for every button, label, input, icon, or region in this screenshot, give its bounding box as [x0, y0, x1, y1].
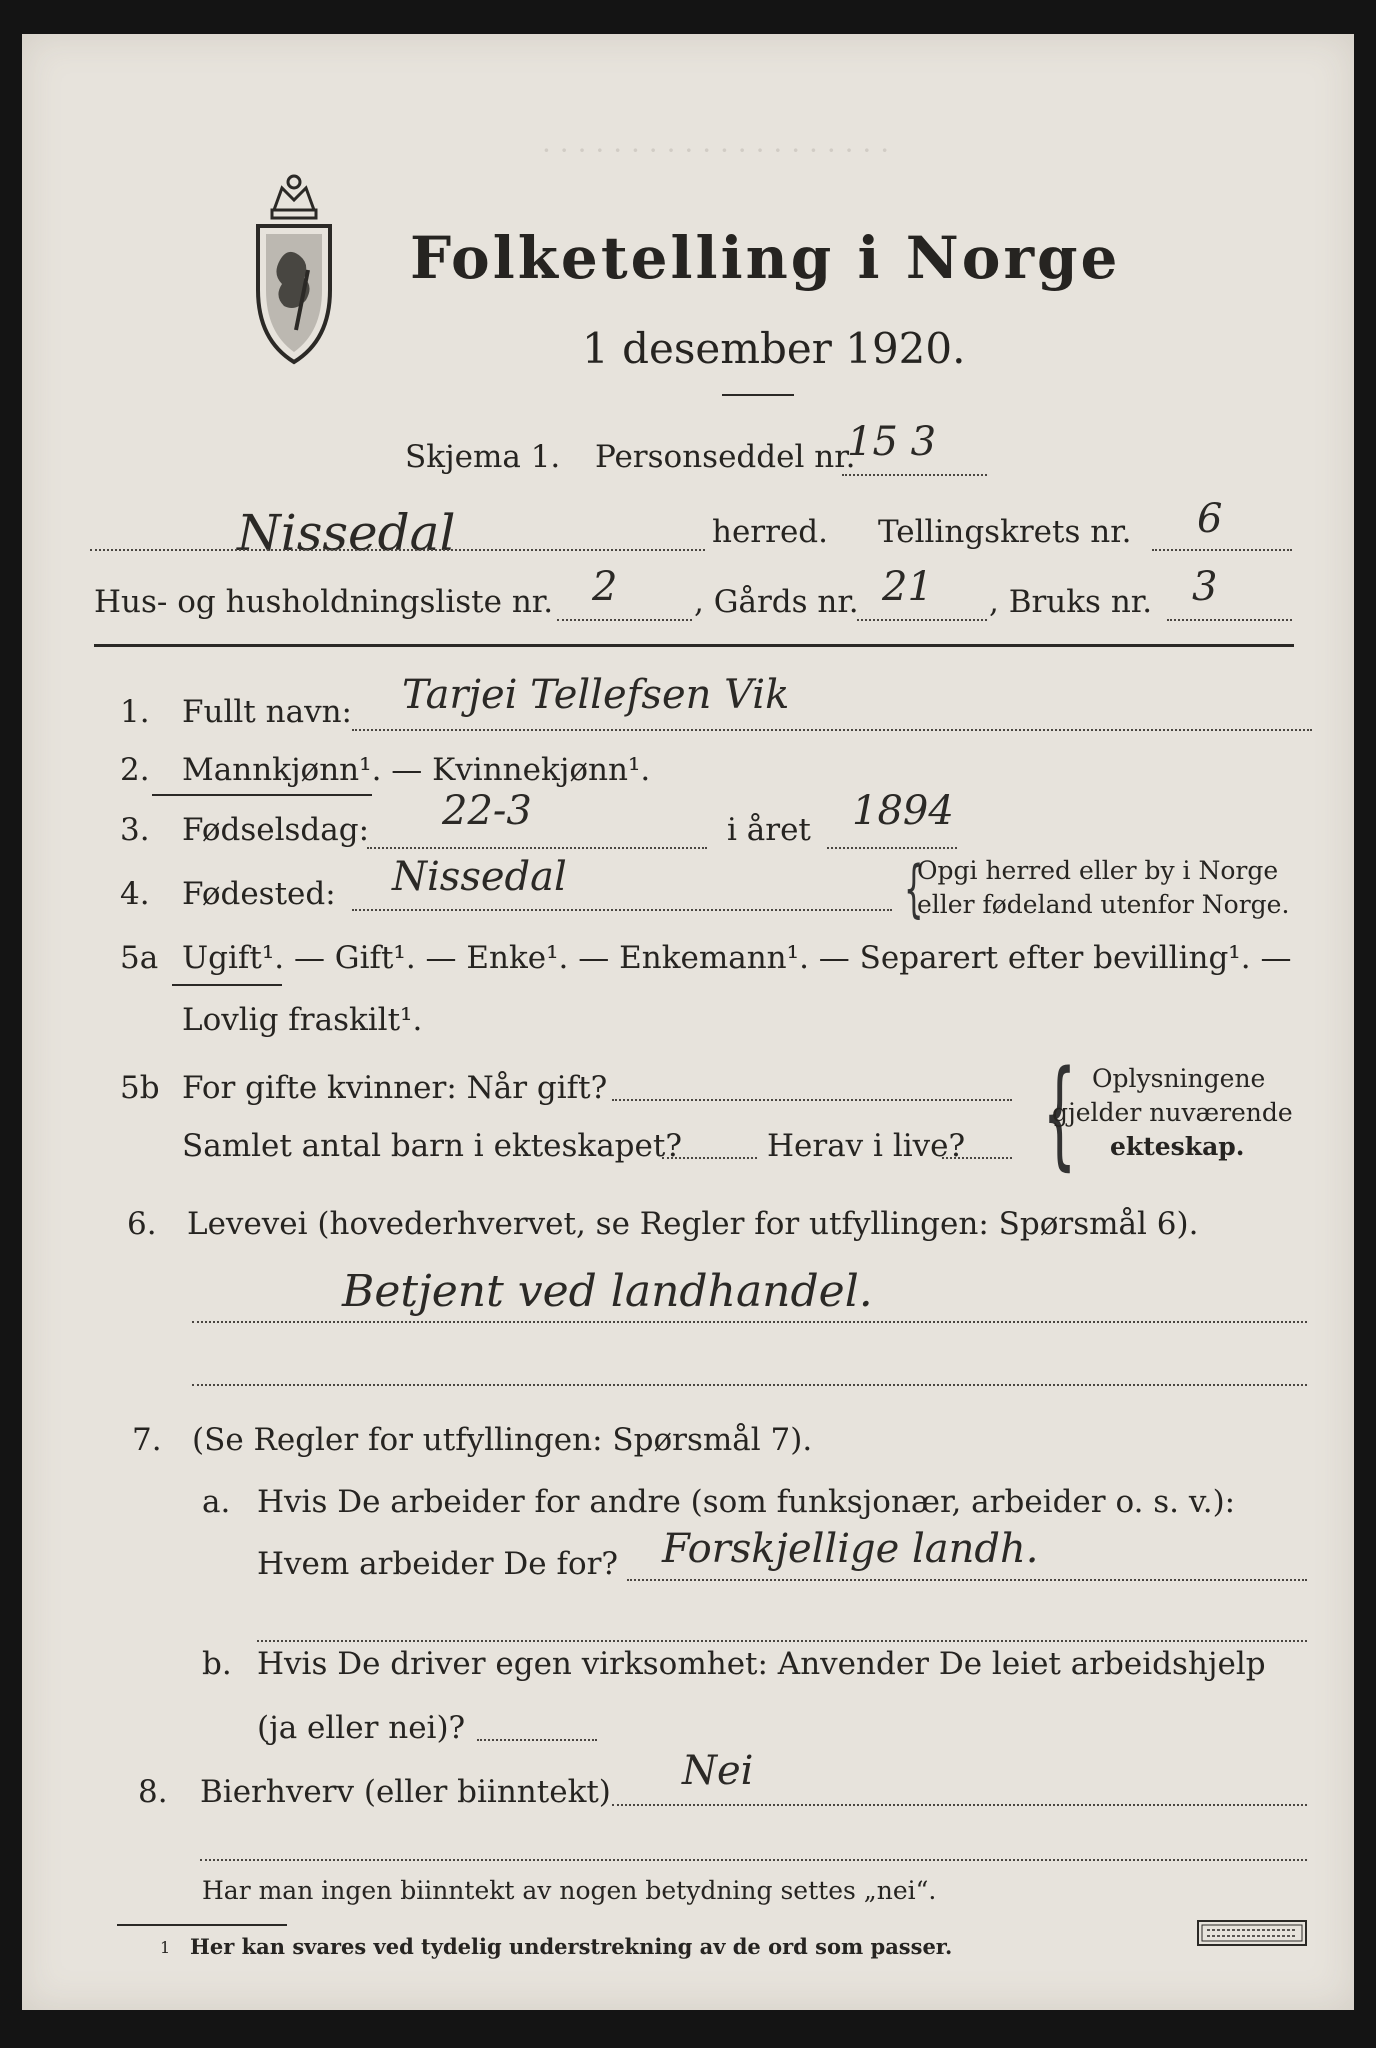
gards-label: , Gårds nr.: [694, 584, 859, 620]
q4-value: Nissedal: [392, 854, 567, 900]
q7-label: (Se Regler for utfyllingen: Spørsmål 7).: [192, 1422, 813, 1458]
q5b-note-line1: Oplysningene: [1092, 1064, 1266, 1093]
biinntekt-note: Har man ingen biinntekt av nogen betydning settes „nei“.: [202, 1876, 937, 1905]
q4-note-line2: eller fødeland utenfor Norge.: [917, 890, 1290, 919]
personseddel-label: Personseddel nr.: [595, 439, 856, 475]
herred-label: herred.: [712, 514, 828, 550]
footnote-mark: 1: [160, 1938, 171, 1957]
q5b-note-line3: ekteskap.: [1110, 1132, 1245, 1161]
bruks-label: , Bruks nr.: [989, 584, 1153, 620]
title-divider: [722, 394, 794, 396]
coat-of-arms-icon: [244, 170, 344, 370]
hus-label: Hus- og husholdningsliste nr.: [94, 584, 554, 620]
footnote-rule: [117, 1924, 287, 1926]
tellingskrets-value: 6: [1197, 496, 1223, 542]
q8-value: Nei: [682, 1748, 754, 1794]
bruks-value: 3: [1192, 564, 1218, 610]
q3-label: Fødselsdag:: [182, 812, 370, 848]
q4-label: Fødested:: [182, 876, 336, 912]
q6-value: Betjent ved landhandel.: [342, 1266, 873, 1317]
q2-underline: [152, 794, 372, 796]
q4-note-line1: Opgi herred eller by i Norge: [917, 856, 1279, 885]
footnote: Her kan svares ved tydelig understrekning av de ord som passer.: [190, 1934, 953, 1959]
q5b-note-line2: gjelder nuværende: [1052, 1098, 1293, 1127]
q1-label: Fullt navn:: [182, 694, 352, 730]
q7b-label2: (ja eller nei)?: [257, 1710, 466, 1746]
q1-value: Tarjei Tellefsen Vik: [402, 672, 790, 718]
form-date: 1 desember 1920.: [582, 324, 966, 373]
printer-stamp-icon: [1197, 1920, 1307, 1946]
q6-label: Levevei (hovederhvervet, se Regler for utfyllingen: Spørsmål 6).: [187, 1206, 1199, 1242]
header-rule: [94, 644, 1294, 647]
q7a-label2: Hvem arbeider De for?: [257, 1546, 619, 1582]
q5b-label2: Samlet antal barn i ekteskapet?: [182, 1128, 682, 1164]
census-form: · · · · · · · · · · · · · · · · · · · · Folketelling i Norge 1 desember 1920. Skjema 1. Personseddel nr. 15 3 Nissedal herred. Tellingskrets nr. 6 Hus- og husholdningsliste nr. 2 , Gårds nr. 21 , Bruks nr. 3 1. Fullt navn: Tarjei Tellefsen Vik 2. Mannkjønn¹. — Kvinnekjønn¹. 3. Fødselsdag: 22-3 i året 1894 4. Fødested: Nissedal { Opgi herred eller by i Norge eller fødeland utenfor Norge. 5a Ugift¹. — Gift¹. — Enke¹. — Enkemann¹. — Separert efter bevilling¹. — Lovlig fraskilt¹. 5b For gifte kvinner: Når gift? Samlet antal barn i ekteskapet? Herav i live? { Oplysningene gjelder nuværende ekteskap. 6. Levevei (hovederhvervet, se Regler for utfyllingen: Spørsmål 6). Betjent ved landhandel. 7. (Se Regler for utfyllingen: Spørsmål 7). a. Hvis De arbeider for andre (som funksjonær, arbeider o. s. v.): Hvem arbeider De for? Forskjellige landh. b. Hvis De driver egen virksomhet: Anvender De leiet arbeidshjelp (ja eller nei)? 8. Bierhverv (eller biinntekt) Nei Har man ingen biinntekt av nogen betydning settes „nei“. 1 Her kan svares ved tydelig understrekning av de ord som passer.: [22, 34, 1354, 2010]
hus-value: 2: [592, 564, 618, 610]
bleed-through: · · · · · · · · · · · · · · · · · · · ·: [542, 134, 890, 167]
q3-year-value: 1894: [852, 788, 954, 834]
gards-value: 21: [882, 564, 933, 610]
herred-value: Nissedal: [237, 504, 456, 562]
q3-day-value: 22-3: [442, 788, 532, 834]
q2-sex: Mannkjønn¹. — Kvinnekjønn¹.: [182, 752, 651, 788]
personseddel-value: 15 3: [847, 419, 937, 465]
q5a-underline: [172, 984, 282, 986]
q8-label: Bierhverv (eller biinntekt): [200, 1774, 611, 1810]
q5a-marital: Ugift¹. — Gift¹. — Enke¹. — Enkemann¹. — Separert efter bevilling¹. —: [182, 940, 1292, 976]
form-title: Folketelling i Norge: [410, 224, 1121, 292]
q5a-marital-2: Lovlig fraskilt¹.: [182, 1002, 423, 1038]
schema-label: Skjema 1.: [405, 439, 561, 475]
tellingskrets-label: Tellingskrets nr.: [878, 514, 1132, 550]
q7a-label: Hvis De arbeider for andre (som funksjonær, arbeider o. s. v.):: [257, 1484, 1236, 1520]
q5b-label3: Herav i live?: [767, 1128, 966, 1164]
q7a-value: Forskjellige landh.: [662, 1526, 1039, 1572]
q3-year-label: i året: [727, 812, 811, 848]
q5b-label1: For gifte kvinner: Når gift?: [182, 1070, 608, 1106]
q7b-label: Hvis De driver egen virksomhet: Anvender De leiet arbeidshjelp: [257, 1646, 1266, 1682]
